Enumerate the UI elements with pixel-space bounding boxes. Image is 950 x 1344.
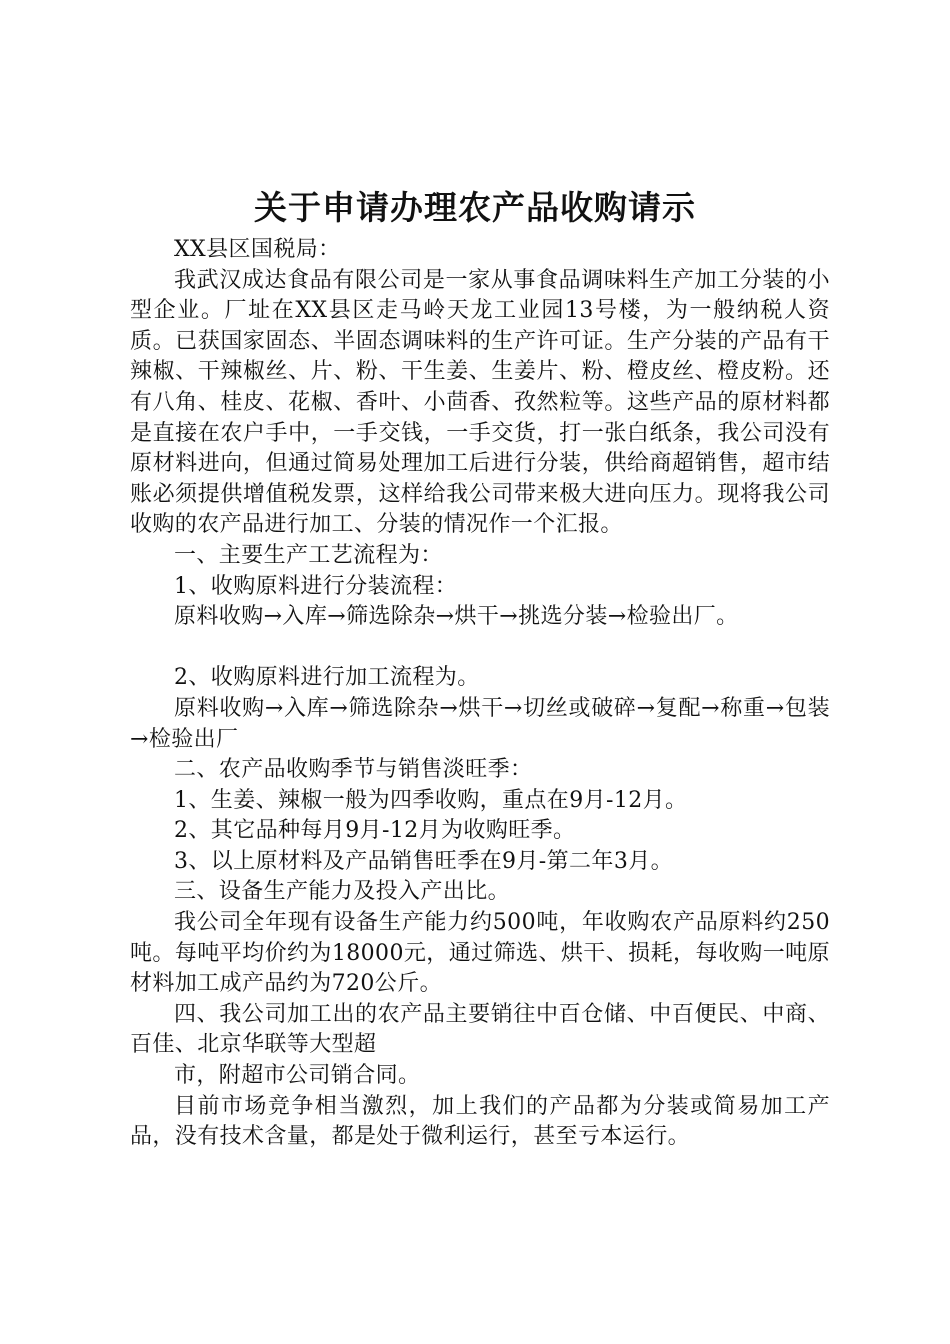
closing-paragraph: 目前市场竞争相当激烈，加上我们的产品都为分装或简易加工产品，没有技术含量，都是处于微利运行，甚至亏本运行。 [130, 1093, 830, 1150]
section-heading-capacity: 三、设备生产能力及投入产出比。 [174, 879, 511, 905]
salutation: XX县区国税局： [174, 237, 341, 262]
sales-continuation: 市，附超市公司销合同。 [174, 1063, 421, 1089]
season-item-3: 3、以上原材料及产品销售旺季在9月-第二年3月。 [174, 848, 674, 874]
subheading-packaging-flow: 1、收购原料进行分装流程： [174, 573, 458, 599]
season-item-1: 1、生姜、辣椒一般为四季收购，重点在9月-12月。 [174, 787, 688, 813]
section-heading-process: 一、主要生产工艺流程为： [174, 542, 443, 568]
section-heading-season: 二、农产品收购季节与销售淡旺季： [174, 757, 533, 783]
subheading-processing-flow: 2、收购原料进行加工流程为。 [174, 665, 480, 691]
paragraph-intro: 我武汉成达食品有限公司是一家从事食品调味料生产加工分装的小型企业。厂址在XX县区走马岭天龙工业园13号楼，为一般纳税人资质。已获国家固态、半固态调味料的生产许可证。生产分装的产品有干辣椒、干辣椒丝、片、粉、干生姜、生姜片、粉、橙皮丝、橙皮粉。还有八角、桂皮、花椒、香叶、小茴香、孜然粒等。这些产品的原材料都是直接在农户手中，一手交钱，一手交货，打一张白纸条，我公司没有原材料进向，但通过简易处理加工后进行分装，供给商超销售，超市结账必须提供增值税发票，这样给我公司带来极大进向压力。现将我公司收购的农产品进行加工、分装的情况作一个汇报。 [130, 267, 830, 538]
processing-flow: 原料收购→入库→筛选除杂→烘干→切丝或破碎→复配→称重→包装→检验出厂 [130, 695, 830, 752]
capacity-paragraph: 我公司全年现有设备生产能力约500吨，年收购农产品原料约250吨。每吨平均价约为18000元，通过筛选、烘干、损耗，每收购一吨原材料加工成产品约为720公斤。 [130, 910, 830, 997]
document-body [130, 235, 830, 1153]
section-heading-sales: 四、我公司加工出的农产品主要销往中百仓储、中百便民、中商、百佳、北京华联等大型超 [130, 1001, 830, 1058]
document-title: 关于申请办理农产品收购请示 [254, 188, 696, 227]
blank-line [130, 633, 830, 664]
packaging-flow: 原料收购→入库→筛选除杂→烘干→挑选分装→检验出厂。 [174, 604, 739, 630]
season-item-2: 2、其它品种每月9月-12月为收购旺季。 [174, 818, 576, 844]
